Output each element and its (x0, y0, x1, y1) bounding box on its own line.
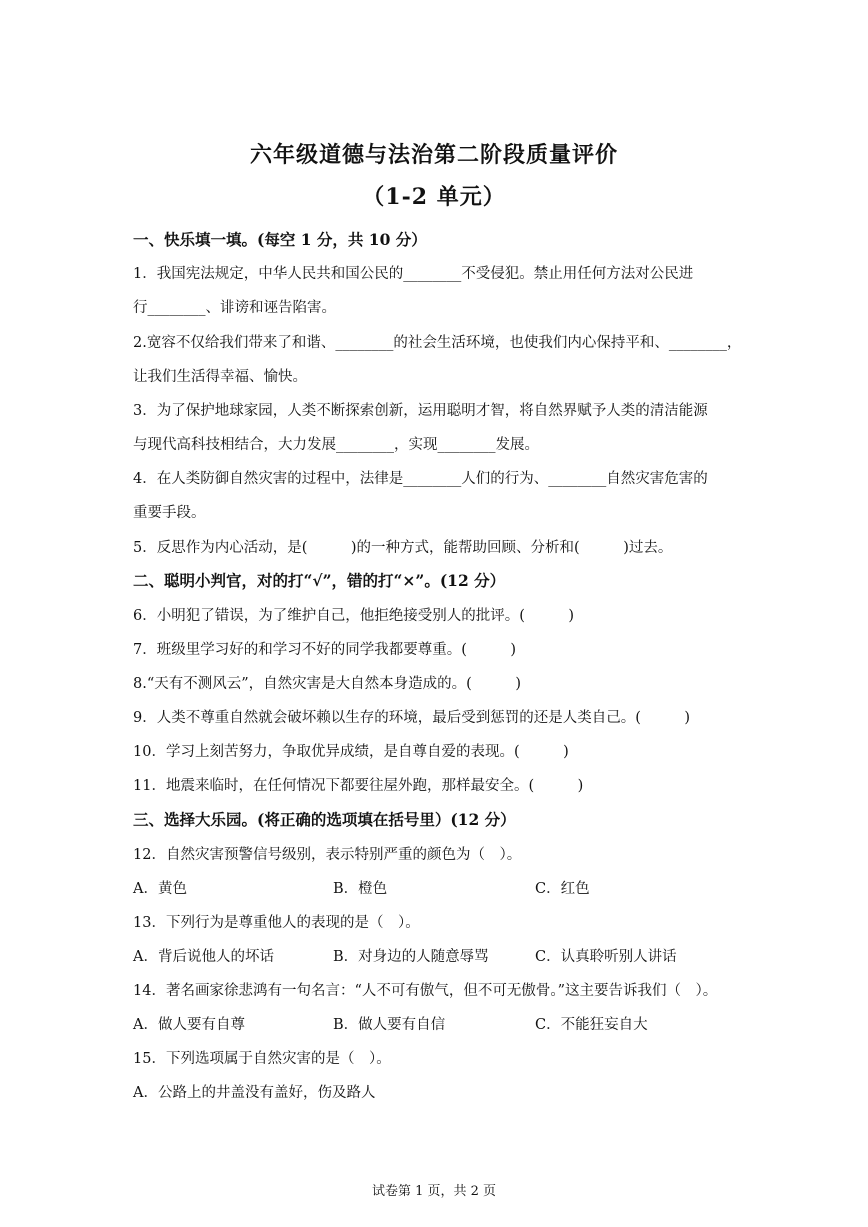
question-1-line-1: 1．我国宪法规定，中华人民共和国公民的________不受侵犯。禁止用任何方法对公民进 (133, 266, 694, 282)
question-3-line-2: 与现代高科技相结合，大力发展________，实现________发展。 (133, 437, 539, 453)
question-5: 5．反思作为内心活动，是( )的一种方式，能帮助回顾、分析和( )过去。 (133, 540, 673, 556)
question-15: 15．下列选项属于自然灾害的是（ ）。 (133, 1051, 391, 1067)
question-14: 14．著名画家徐悲鸿有一句名言：“人不可有傲气，但不可无傲骨。”这主要告诉我们（ ）。 (133, 983, 718, 999)
question-6: 6．小明犯了错误，为了维护自己，他拒绝接受别人的批评。( ) (133, 608, 575, 624)
question-13-option-c: C．认真聆听别人讲话 (535, 949, 677, 965)
section-3-heading: 三、选择大乐园。(将正确的选项填在括号里）(12 分） (133, 810, 516, 829)
section-2-heading: 二、聪明小判官，对的打“√”，错的打“×”。(12 分） (133, 571, 506, 590)
question-1-line-2: 行________、诽谤和诬告陷害。 (133, 300, 336, 316)
question-14-option-a: A．做人要有自尊 (133, 1017, 245, 1033)
page-subtitle: （1-2 单元） (362, 184, 506, 210)
question-14-option-c: C．不能狂妄自大 (535, 1017, 648, 1033)
question-15-option-a: A．公路上的井盖没有盖好，伤及路人 (133, 1085, 376, 1101)
question-12: 12．自然灾害预警信号级别，表示特别严重的颜色为（ ）。 (133, 847, 522, 863)
section-1-heading: 一、快乐填一填。(每空 1 分，共 10 分） (133, 230, 427, 249)
question-4-line-2: 重要手段。 (133, 505, 206, 521)
page-title: 六年级道德与法治第二阶段质量评价 (249, 142, 618, 168)
question-10: 10．学习上刻苦努力，争取优异成绩，是自尊自爱的表现。( ) (133, 744, 569, 760)
question-11: 11．地震来临时，在任何情况下都要往屋外跑，那样最安全。( ) (133, 778, 584, 794)
question-14-option-b: B．做人要有自信 (333, 1017, 446, 1033)
question-4-line-1: 4．在人类防御自然灾害的过程中，法律是________人们的行为、________自然灾害危害的 (133, 471, 708, 487)
question-9: 9．人类不尊重自然就会破坏赖以生存的环境，最后受到惩罚的还是人类自己。( ) (133, 710, 691, 726)
question-12-option-c: C．红色 (535, 881, 590, 897)
question-13-option-a: A．背后说他人的坏话 (133, 949, 274, 965)
question-8: 8.“天有不测风云”，自然灾害是大自然本身造成的。( ) (133, 676, 521, 692)
page-footer: 试卷第 1 页，共 2 页 (371, 1184, 497, 1199)
question-12-option-a: A．黄色 (133, 881, 187, 897)
question-3-line-1: 3．为了保护地球家园，人类不断探索创新，运用聪明才智，将自然界赋予人类的清洁能源 (133, 403, 708, 419)
question-12-option-b: B．橙色 (333, 881, 388, 897)
question-13: 13．下列行为是尊重他人的表现的是（ ）。 (133, 915, 420, 931)
question-13-option-b: B．对身边的人随意辱骂 (333, 949, 489, 965)
question-2-line-2: 让我们生活得幸福、愉快。 (133, 369, 307, 385)
question-7: 7．班级里学习好的和学习不好的同学我都要尊重。( ) (133, 642, 517, 658)
question-2-line-1: 2.宽容不仅给我们带来了和谐、________的社会生活环境，也使我们内心保持平和、________， (133, 335, 742, 351)
